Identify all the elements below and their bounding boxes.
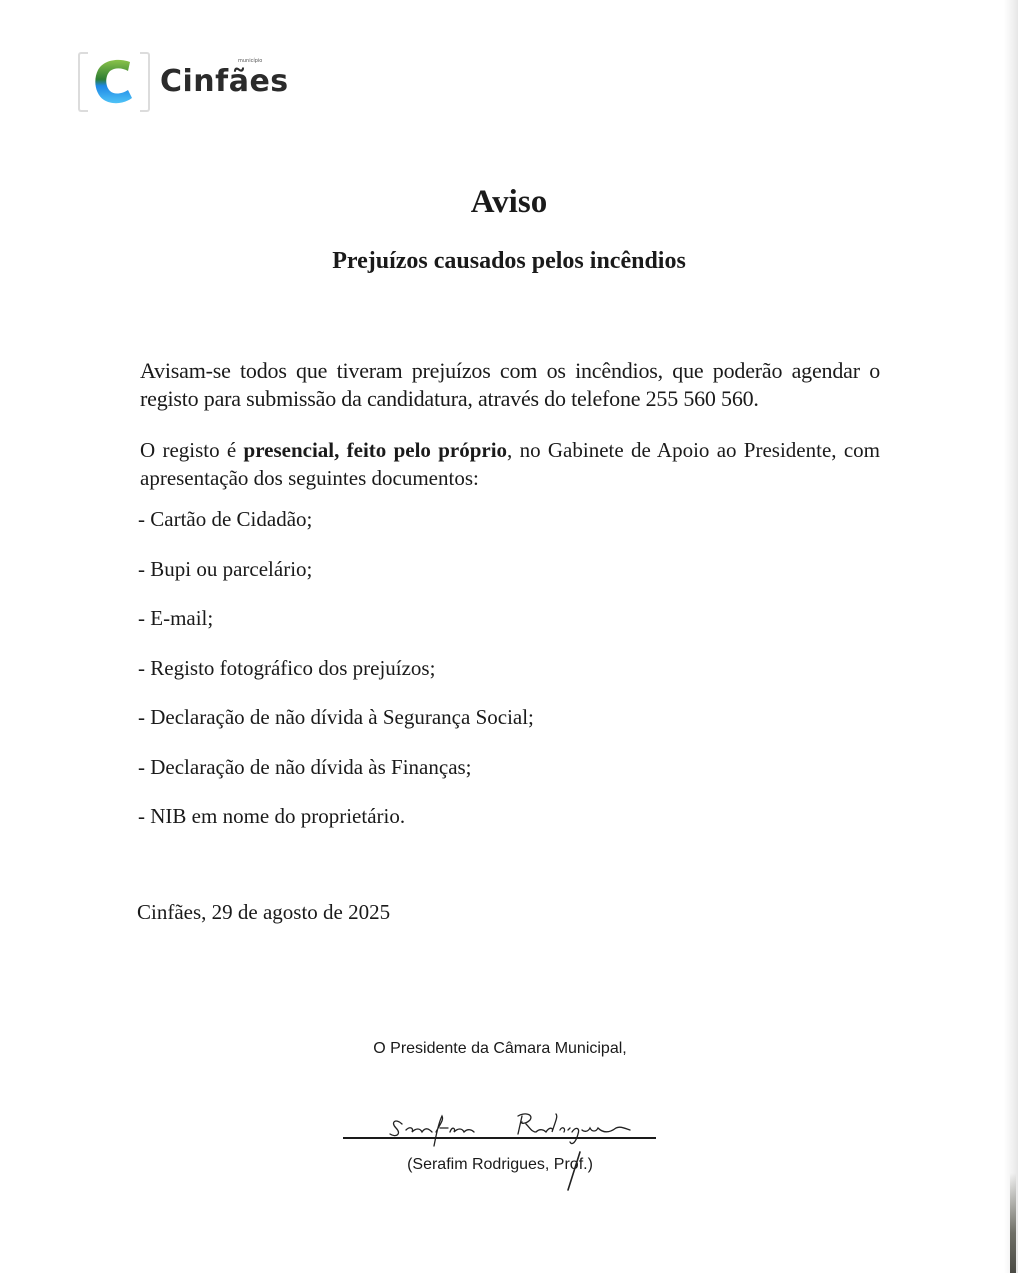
signature-stroke [560,1150,590,1194]
logo-tagline: município [238,58,263,64]
signer-role: O Presidente da Câmara Municipal, [373,1040,627,1057]
list-item: - Cartão de Cidadão; [138,507,313,531]
signer-name: (Serafim Rodrigues, Prof.) [407,1156,593,1173]
required-documents-list [138,505,534,852]
logo-bracket-right [140,52,150,112]
notice-subtitle: Prejuízos causados pelos incêndios [332,248,686,274]
logo-bracket-left [78,52,88,112]
list-item: - Declaração de não dívida à Segurança Social; [138,705,534,729]
list-item: - Declaração de não dívida às Finanças; [138,754,472,779]
registration-text-before: O registo é [140,438,244,462]
list-item: - Registo fotográfico dos prejuízos; [138,655,436,680]
registration-text-after: , no Gabinete de Apoio ao Presidente, com apresentação dos seguintes documentos: [140,438,880,490]
list-item: - E-mail; [138,606,214,630]
registration-text-bold: presencial, feito pelo próprio [243,438,508,462]
signature-line [343,1137,656,1139]
place-and-date: Cinfães, 29 de agosto de 2025 [137,900,391,924]
municipality-logo [78,50,289,112]
logo-wordmark: Cinfães [160,64,289,99]
scan-edge-dark [1010,1173,1016,1273]
registration-paragraph [140,436,880,492]
cinfaes-c-logo-icon [90,56,136,106]
list-item: - Bupi ou parcelário; [138,556,313,581]
notice-title: Aviso [470,184,548,220]
handwritten-signature [340,1106,660,1150]
intro-paragraph: Avisam-se todos que tiveram prejuízos com os incêndios, que poderão agendar o registo para submissão da candidatura, através do telefone 255 560 560. [140,358,880,411]
list-item: - NIB em nome do proprietário. [138,804,406,828]
